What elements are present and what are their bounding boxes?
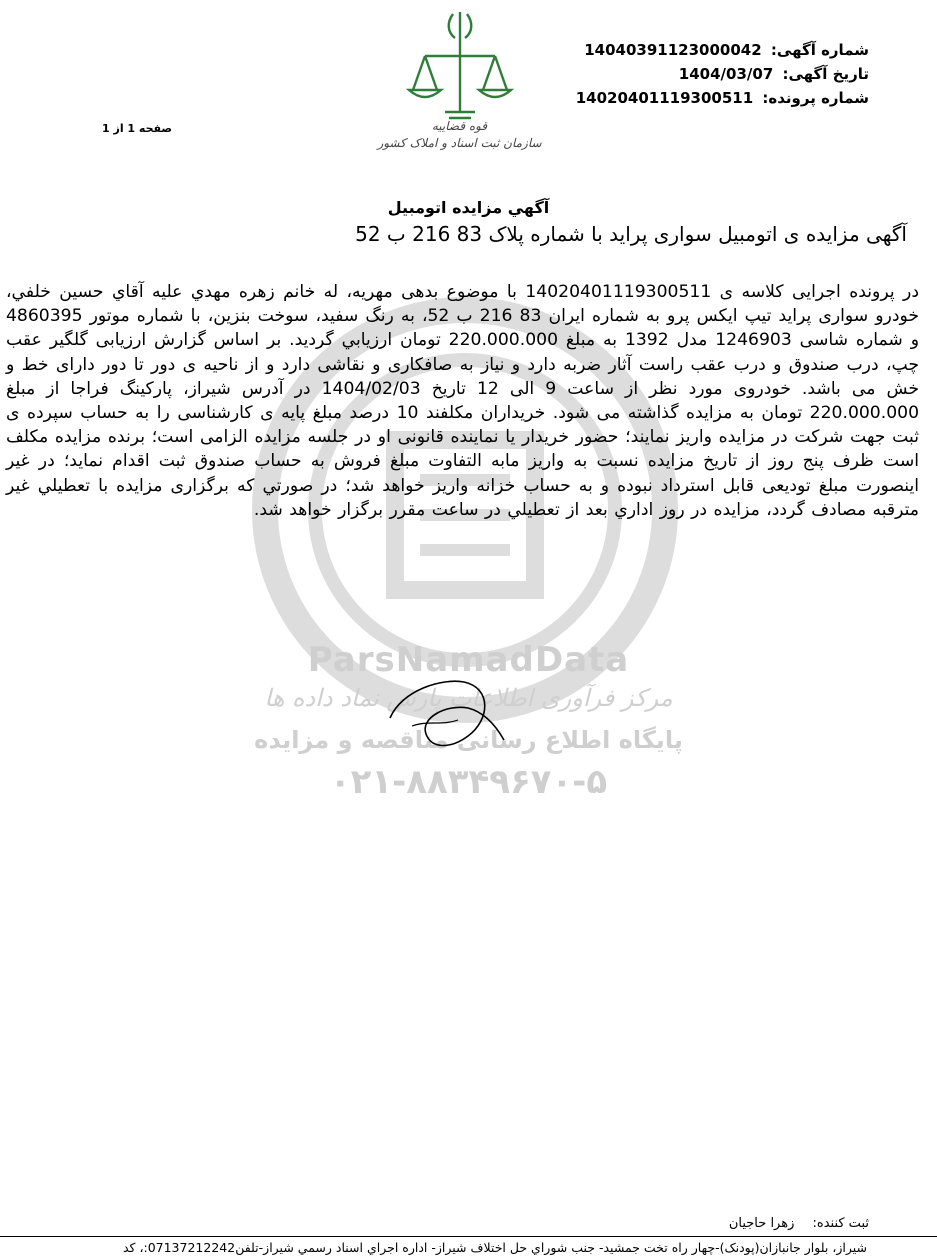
notice-date: 1404/03/07 xyxy=(678,65,774,83)
office-address: شيراز، بلوار جانبازان(پودنک)-چهار راه تخت جمشيد- جنب شوراي حل اختلاف شيراز- اداره اجراي اسناد رسمي شيراز-تلفن07137212242:، کد xyxy=(122,1240,867,1255)
org-name-line-1: قوه قضاییه xyxy=(431,119,488,133)
notice-number: 14040391123000042 xyxy=(584,41,762,59)
notice-meta xyxy=(576,38,869,110)
case-number-label: شماره پرونده: xyxy=(762,89,869,107)
registrar-label: ثبت کننده: xyxy=(812,1216,869,1231)
registrar xyxy=(729,1216,869,1231)
watermark-line-2: پایگاه اطلاع رسانی مناقصه و مزایده xyxy=(254,726,683,754)
notice-title: آگهي مزايده اتومبيل xyxy=(387,198,550,217)
notice-number-row xyxy=(576,38,869,62)
notice-date-row xyxy=(576,62,869,86)
registrar-name: زهرا حاجيان xyxy=(728,1216,795,1231)
org-name-line-2: سازمان ثبت اسناد و املاک کشور xyxy=(377,136,542,150)
organization-name xyxy=(372,118,547,152)
notice-body: در پرونده اجرایی کلاسه ی 14020401119300511 با موضوع بدهی مهریه، له خانم زهره مهدي عليه آقاي حسين خلفي، خودرو سواری پراید تیپ ایکس پرو به شماره ایران 83 216 ب 52، به رنگ سفید، سوخت بنزین، با شماره موتور 4860395 و شماره شاسی 1246903 مدل 1392 به مبلغ 220.000.000 تومان ارزيابي گرديد. بر اساس گزارش ارزیابی گلگیر عقب چپ، درب صندوق و درب عقب راست آثار ضربه دارد و نیاز به صافکاری و نقاشی دارد و از ناحیه ی دور تا دور دارای خط و خش می باشد. خودروی مورد نظر از ساعت 9 الی 12 تاریخ 1404/02/03 در آدرس شیراز، پارکینگ فراجا از مبلغ 220.000.000 تومان به مزایده گذاشته می شود. خریداران مکلفند 10 درصد مبلغ پایه ی کارشناسی را به حساب سپرده ی ثبت جهت شرکت در مزایده واریز نمایند؛ حضور خریدار یا نماینده قانونی او در جلسه مزایده الزامی است؛ برنده مزایده مکلف است ظرف پنج روز از تاریخ مزایده نسبت به واریز مابه التفاوت مبلغ فروش به حساب صندوق ثبت اقدام نماید؛ در غیر اینصورت مبلغ تودیعی قابل استرداد نبوده و به حساب خزانه واریز خواهد شد؛ در صورتي كه برگزاری مزایده با تعطيلي غير مترقبه مصادف گردد، مزايده در روز اداري بعد از تعطيلي در ساعت مقرر برگزار خواهد شد. xyxy=(6,282,920,520)
watermark-phone: ۰۲۱-۸۸۳۴۹۶۷۰-۵ xyxy=(329,762,608,802)
signature-icon xyxy=(372,660,512,760)
notice-subtitle: آگهی مزایده ی اتومبیل سواری پراید با شماره پلاک 83 216 ب 52 xyxy=(355,222,907,246)
notice-date-label: تاریخ آگهی: xyxy=(782,65,869,83)
page-indicator: صفحه 1 از 1 xyxy=(102,122,173,135)
watermark-brand: ParsNamadData xyxy=(307,640,630,680)
footer-divider xyxy=(0,1236,937,1237)
case-number-row xyxy=(576,86,869,110)
watermark-line-1: مرکز فرآوری اطلاعات پارس نماد داده ها xyxy=(264,684,673,712)
notice-number-label: شماره آگهی: xyxy=(770,41,869,59)
case-number: 14020401119300511 xyxy=(575,89,754,107)
